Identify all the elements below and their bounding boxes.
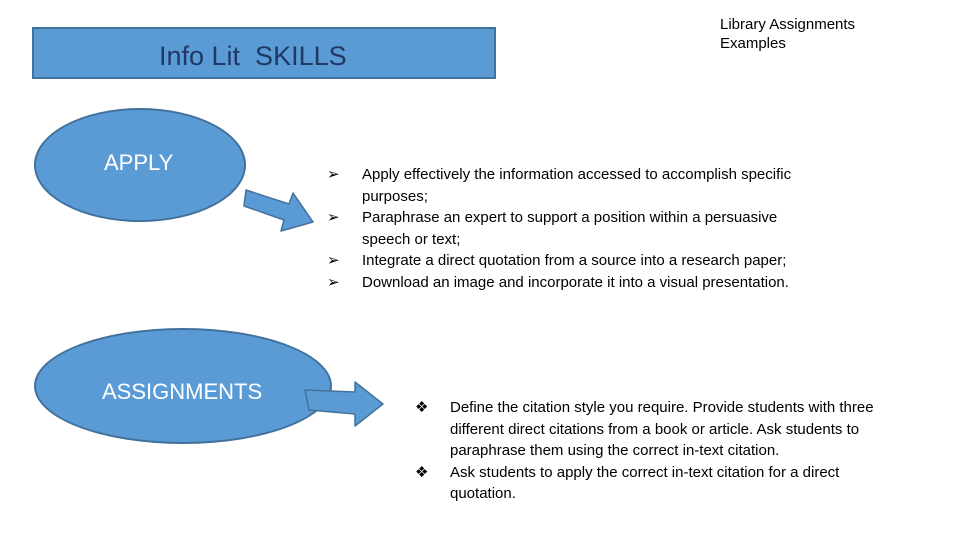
arrowhead-bullet-icon: ➢	[327, 209, 340, 227]
assignments-item-text: Ask students to apply the correct in-text citation for a direct quotation.	[450, 463, 840, 503]
assignments-arrow-icon	[303, 380, 385, 428]
arrowhead-bullet-icon: ➢	[327, 252, 340, 270]
diamond-bullet-icon: ❖	[415, 463, 429, 481]
assignments-label: ASSIGNMENTS	[102, 379, 263, 404]
apply-list	[327, 164, 827, 294]
apply-label: APPLY	[104, 150, 174, 175]
apply-item-text: Integrate a direct quotation from a source into a research paper;	[362, 252, 787, 270]
apply-list-item	[327, 207, 827, 250]
apply-item-text: Paraphrase an expert to support a position within a persuasive speech or text;	[362, 209, 778, 248]
assignments-list-item	[415, 462, 907, 505]
arrowhead-bullet-icon: ➢	[327, 166, 340, 183]
arrowhead-bullet-icon: ➢	[327, 273, 340, 291]
apply-item-text: Download an image and incorporate it into a visual presentation.	[362, 273, 789, 291]
apply-list-item	[327, 164, 827, 207]
corner-label: Library Assignments Examples	[720, 16, 856, 52]
diamond-bullet-icon: ❖	[415, 399, 429, 416]
title-box	[32, 27, 496, 79]
apply-list-item	[327, 272, 827, 294]
apply-ellipse	[34, 108, 246, 222]
assignments-list-item	[415, 397, 907, 462]
apply-arrow-icon	[244, 180, 316, 234]
apply-item-text: Apply effectively the information accessed to accomplish specific purposes;	[362, 166, 792, 205]
assignments-list	[415, 397, 907, 505]
slide-title: Info Lit SKILLS	[159, 41, 347, 71]
apply-list-item	[327, 250, 827, 272]
assignments-item-text: Define the citation style you require. Provide students with three different direct citations from a book or article. Ask students to paraphrase them using the correct in-text citation.	[450, 399, 874, 460]
assignments-ellipse	[34, 328, 332, 444]
